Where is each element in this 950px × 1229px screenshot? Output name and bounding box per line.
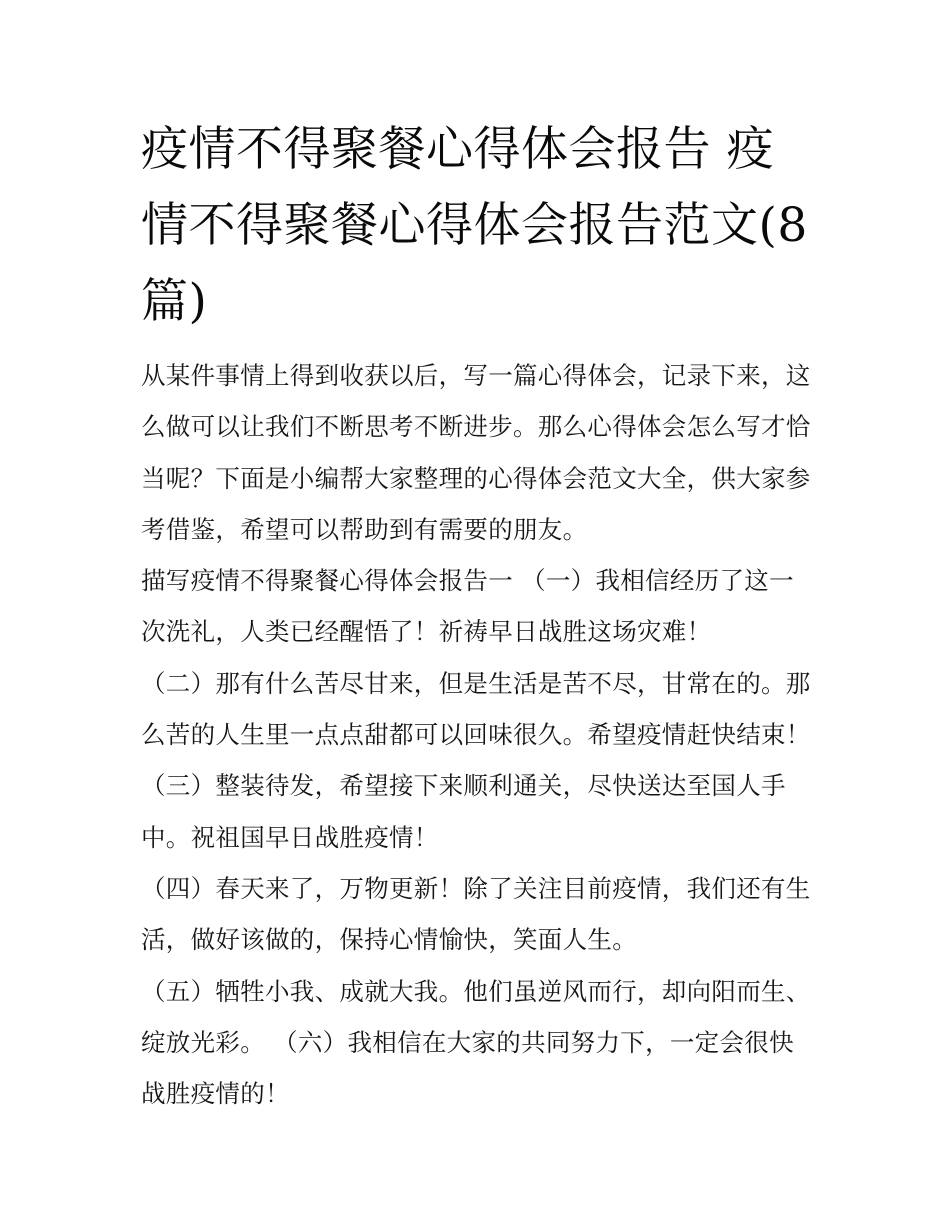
document-body [141,350,813,1119]
paragraph-3: （三）整装待发，希望接下来顺利通关，尽快送达至国人手中。祝祖国早日战胜疫情！ [141,771,786,852]
intro-paragraph: 从某件事情上得到收获以后，写一篇心得体会，记录下来，这么做可以让我们不断思考不断进步。那么心得体会怎么写才恰当呢？下面是小编帮大家整理的心得体会范文大全，供大家参考借鉴，希望可以帮助到有需要的朋友。 [141,361,811,544]
document-title: 疫情不得聚餐心得体会报告 疫情不得聚餐心得体会报告范文(8篇) [141,122,808,329]
paragraph-4: （四）春天来了，万物更新！除了关注目前疫情，我们还有生活，做好该做的，保持心情愉快，笑面人生。 [141,873,811,955]
document-content [141,112,813,1119]
paragraph-5: （五）牺牲小我、成就大我。他们虽逆风而行，却向阳而生、绽放光彩。 （六）我相信在大家的共同努力下，一定会很快战胜疫情的！ [141,976,811,1109]
paragraph-1: 描写疫情不得聚餐心得体会报告一 （一）我相信经历了这一次洗礼，人类已经醒悟了！祈祷早日战胜这场灾难！ [141,566,794,647]
paragraph-2: （二）那有什么苦尽甘来，但是生活是苦不尽，甘常在的。那么苦的人生里一点点甜都可以回味很久。希望疫情赶快结束！ [141,668,811,750]
